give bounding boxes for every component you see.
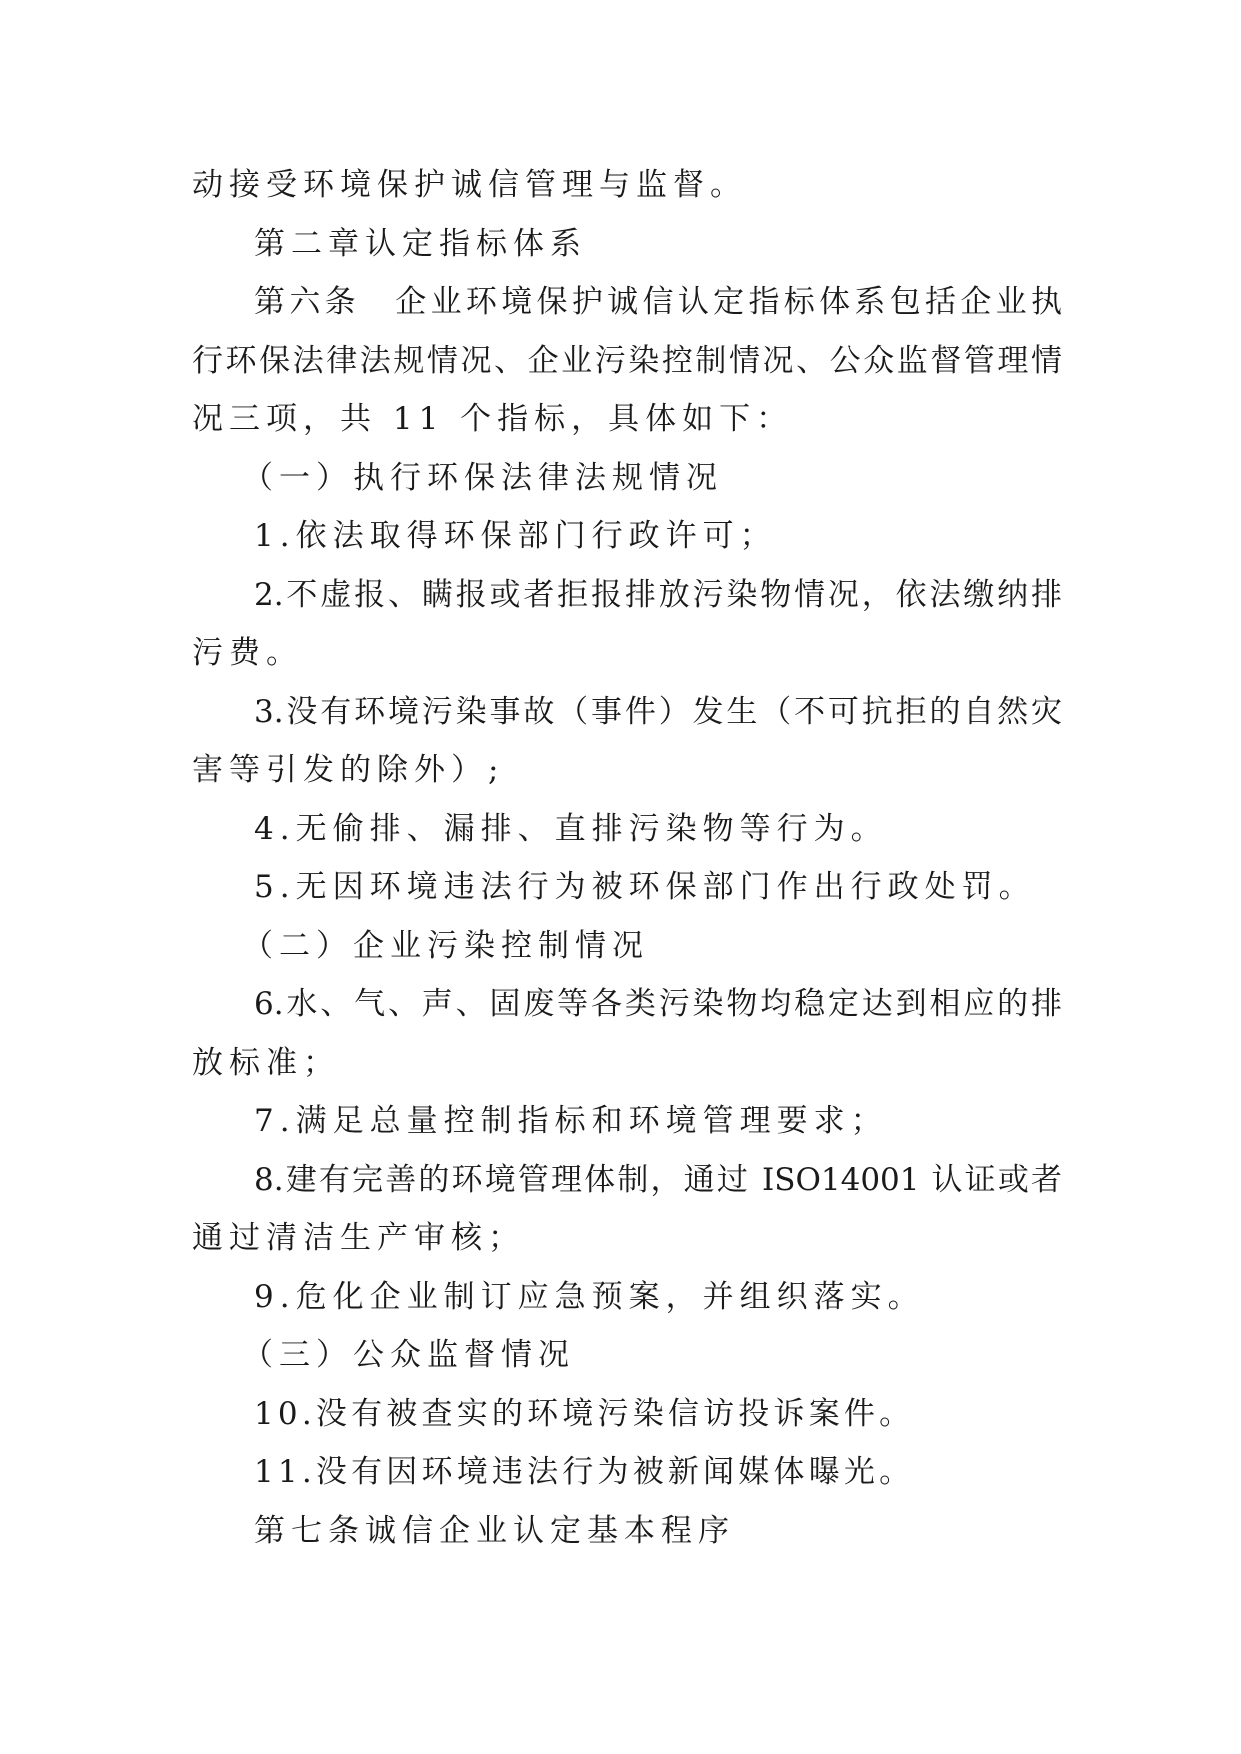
list-item-11: 11.没有因环境违法行为被新闻媒体曝光。 [254, 1454, 915, 1490]
list-item-6-line-1: 6.水、气、声、固废等各类污染物均稳定达到相应的排 [254, 986, 1062, 1022]
article-6-line-2: 行环保法律法规情况、企业污染控制情况、公众监督管理情 [192, 342, 1062, 379]
list-item-4: 4.无偷排、漏排、直排污染物等行为。 [254, 810, 888, 847]
document-body [192, 156, 1062, 1560]
article-6-line-1: 第六条 企业环境保护诚信认定指标体系包括企业执 [254, 284, 1062, 320]
article-7-heading: 第七条诚信企业认定基本程序 [254, 1512, 735, 1549]
list-item-2-line-2: 污费。 [192, 635, 303, 671]
list-item-8-line-1: 8.建有完善的环境管理体制，通过 ISO14001 认证或者 [254, 1161, 1062, 1198]
list-item-2-line-1: 2.不虚报、瞒报或者拒报排放污染物情况，依法缴纳排 [254, 576, 1062, 613]
list-item-9: 9.危化企业制订应急预案，并组织落实。 [254, 1278, 925, 1315]
list-item-1: 1.依法取得环保部门行政许可； [254, 518, 777, 554]
section-heading-3: （三）公众监督情况 [242, 1337, 575, 1373]
list-item-8-line-2: 通过清洁生产审核； [192, 1220, 525, 1256]
list-item-3-line-2: 害等引发的除外）; [192, 752, 505, 788]
list-item-10: 10.没有被查实的环境污染信访投诉案件。 [254, 1395, 915, 1432]
list-item-6-line-2: 放标准； [192, 1044, 340, 1081]
article-6-line-3: 况三项，共 11 个指标，具体如下： [192, 401, 794, 437]
list-item-7: 7.满足总量控制指标和环境管理要求； [254, 1103, 888, 1139]
list-item-5: 5.无因环境违法行为被环保部门作出行政处罚。 [254, 869, 1036, 905]
text-line: 动接受环境保护诚信管理与监督。 [192, 167, 747, 203]
section-heading-1: （一）执行环保法律法规情况 [242, 459, 723, 496]
chapter-heading: 第二章认定指标体系 [254, 225, 587, 262]
list-item-3-line-1: 3.没有环境污染事故（事件）发生（不可抗拒的自然灾 [254, 693, 1062, 730]
section-heading-2: （二）企业污染控制情况 [242, 927, 649, 964]
